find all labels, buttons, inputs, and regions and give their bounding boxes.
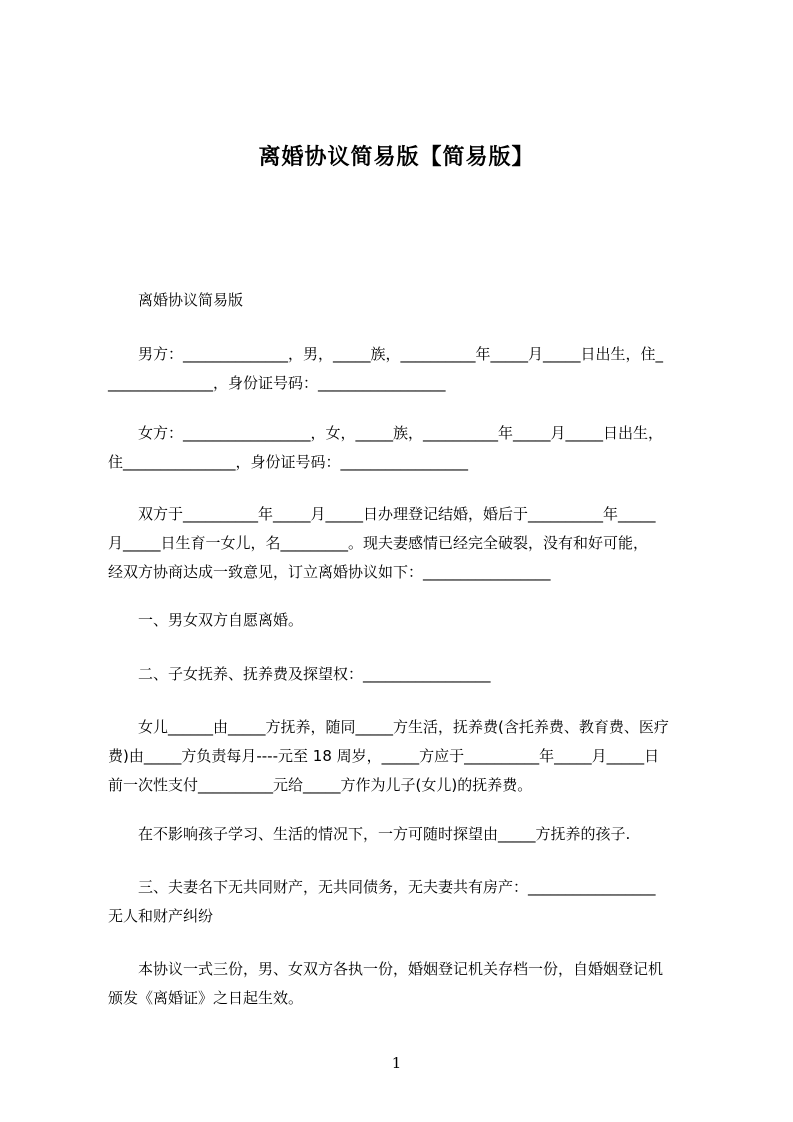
marriage-line-3: 经双方协商达成一致意见，订立离婚协议如下：_________________ bbox=[108, 563, 551, 581]
custody-line-1: 女儿______由_____方抚养，随同_____方生活，抚养费(含托养费、教育费、医疗 bbox=[138, 718, 669, 736]
female-party-paragraph bbox=[108, 419, 708, 477]
custody-line-2: 费)由_____方负责每月----元至 18 周岁，_____方应于__________年_____月_____日 bbox=[108, 747, 660, 765]
marriage-line-2: 月_____日生育一女儿，名_________。现夫妻感情已经完全破裂，没有和好可能， bbox=[108, 534, 649, 552]
male-line-2: ______________，身份证号码：_________________ bbox=[108, 374, 446, 392]
male-line-1: 男方：______________，男，_____族，__________年_____月_____日出生，住_ bbox=[138, 345, 664, 363]
custody-paragraph bbox=[108, 713, 708, 800]
marriage-line-1: 双方于__________年_____月_____日办理登记结婚，婚后于__________年_____ bbox=[138, 505, 656, 523]
visitation-paragraph: 在不影响孩子学习、生活的情况下，一方可随时探望由_____方抚养的孩子. bbox=[138, 825, 631, 843]
clause-3-paragraph bbox=[108, 873, 708, 931]
marriage-paragraph bbox=[108, 500, 708, 587]
clause-1: 一、男女双方自愿离婚。 bbox=[138, 611, 304, 629]
page-number: 1 bbox=[391, 1054, 402, 1072]
female-line-1: 女方：_________________，女，_____族，__________年_____月_____日出生， bbox=[138, 424, 664, 442]
subtitle: 离婚协议简易版 bbox=[138, 291, 244, 309]
effect-paragraph bbox=[108, 955, 708, 1013]
male-party-paragraph bbox=[108, 340, 708, 398]
custody-line-3: 前一次性支付__________元给_____方作为儿子(女儿)的抚养费。 bbox=[108, 776, 533, 794]
clause-2: 二、子女抚养、抚养费及探望权：_________________ bbox=[138, 665, 491, 683]
document-title: 离婚协议简易版【简易版】 bbox=[258, 145, 535, 170]
effect-line-1: 本协议一式三份，男、女双方各执一份，婚姻登记机关存档一份，自婚姻登记机 bbox=[138, 960, 664, 978]
clause-3-line-2: 无人和财产纠纷 bbox=[108, 907, 214, 925]
effect-line-2: 颁发《离婚证》之日起生效。 bbox=[108, 989, 304, 1007]
clause-3-line-1: 三、夫妻名下无共同财产，无共同债务，无夫妻共有房产：_________________ bbox=[138, 878, 656, 896]
female-line-2: 住_______________，身份证号码：_________________ bbox=[108, 453, 469, 471]
